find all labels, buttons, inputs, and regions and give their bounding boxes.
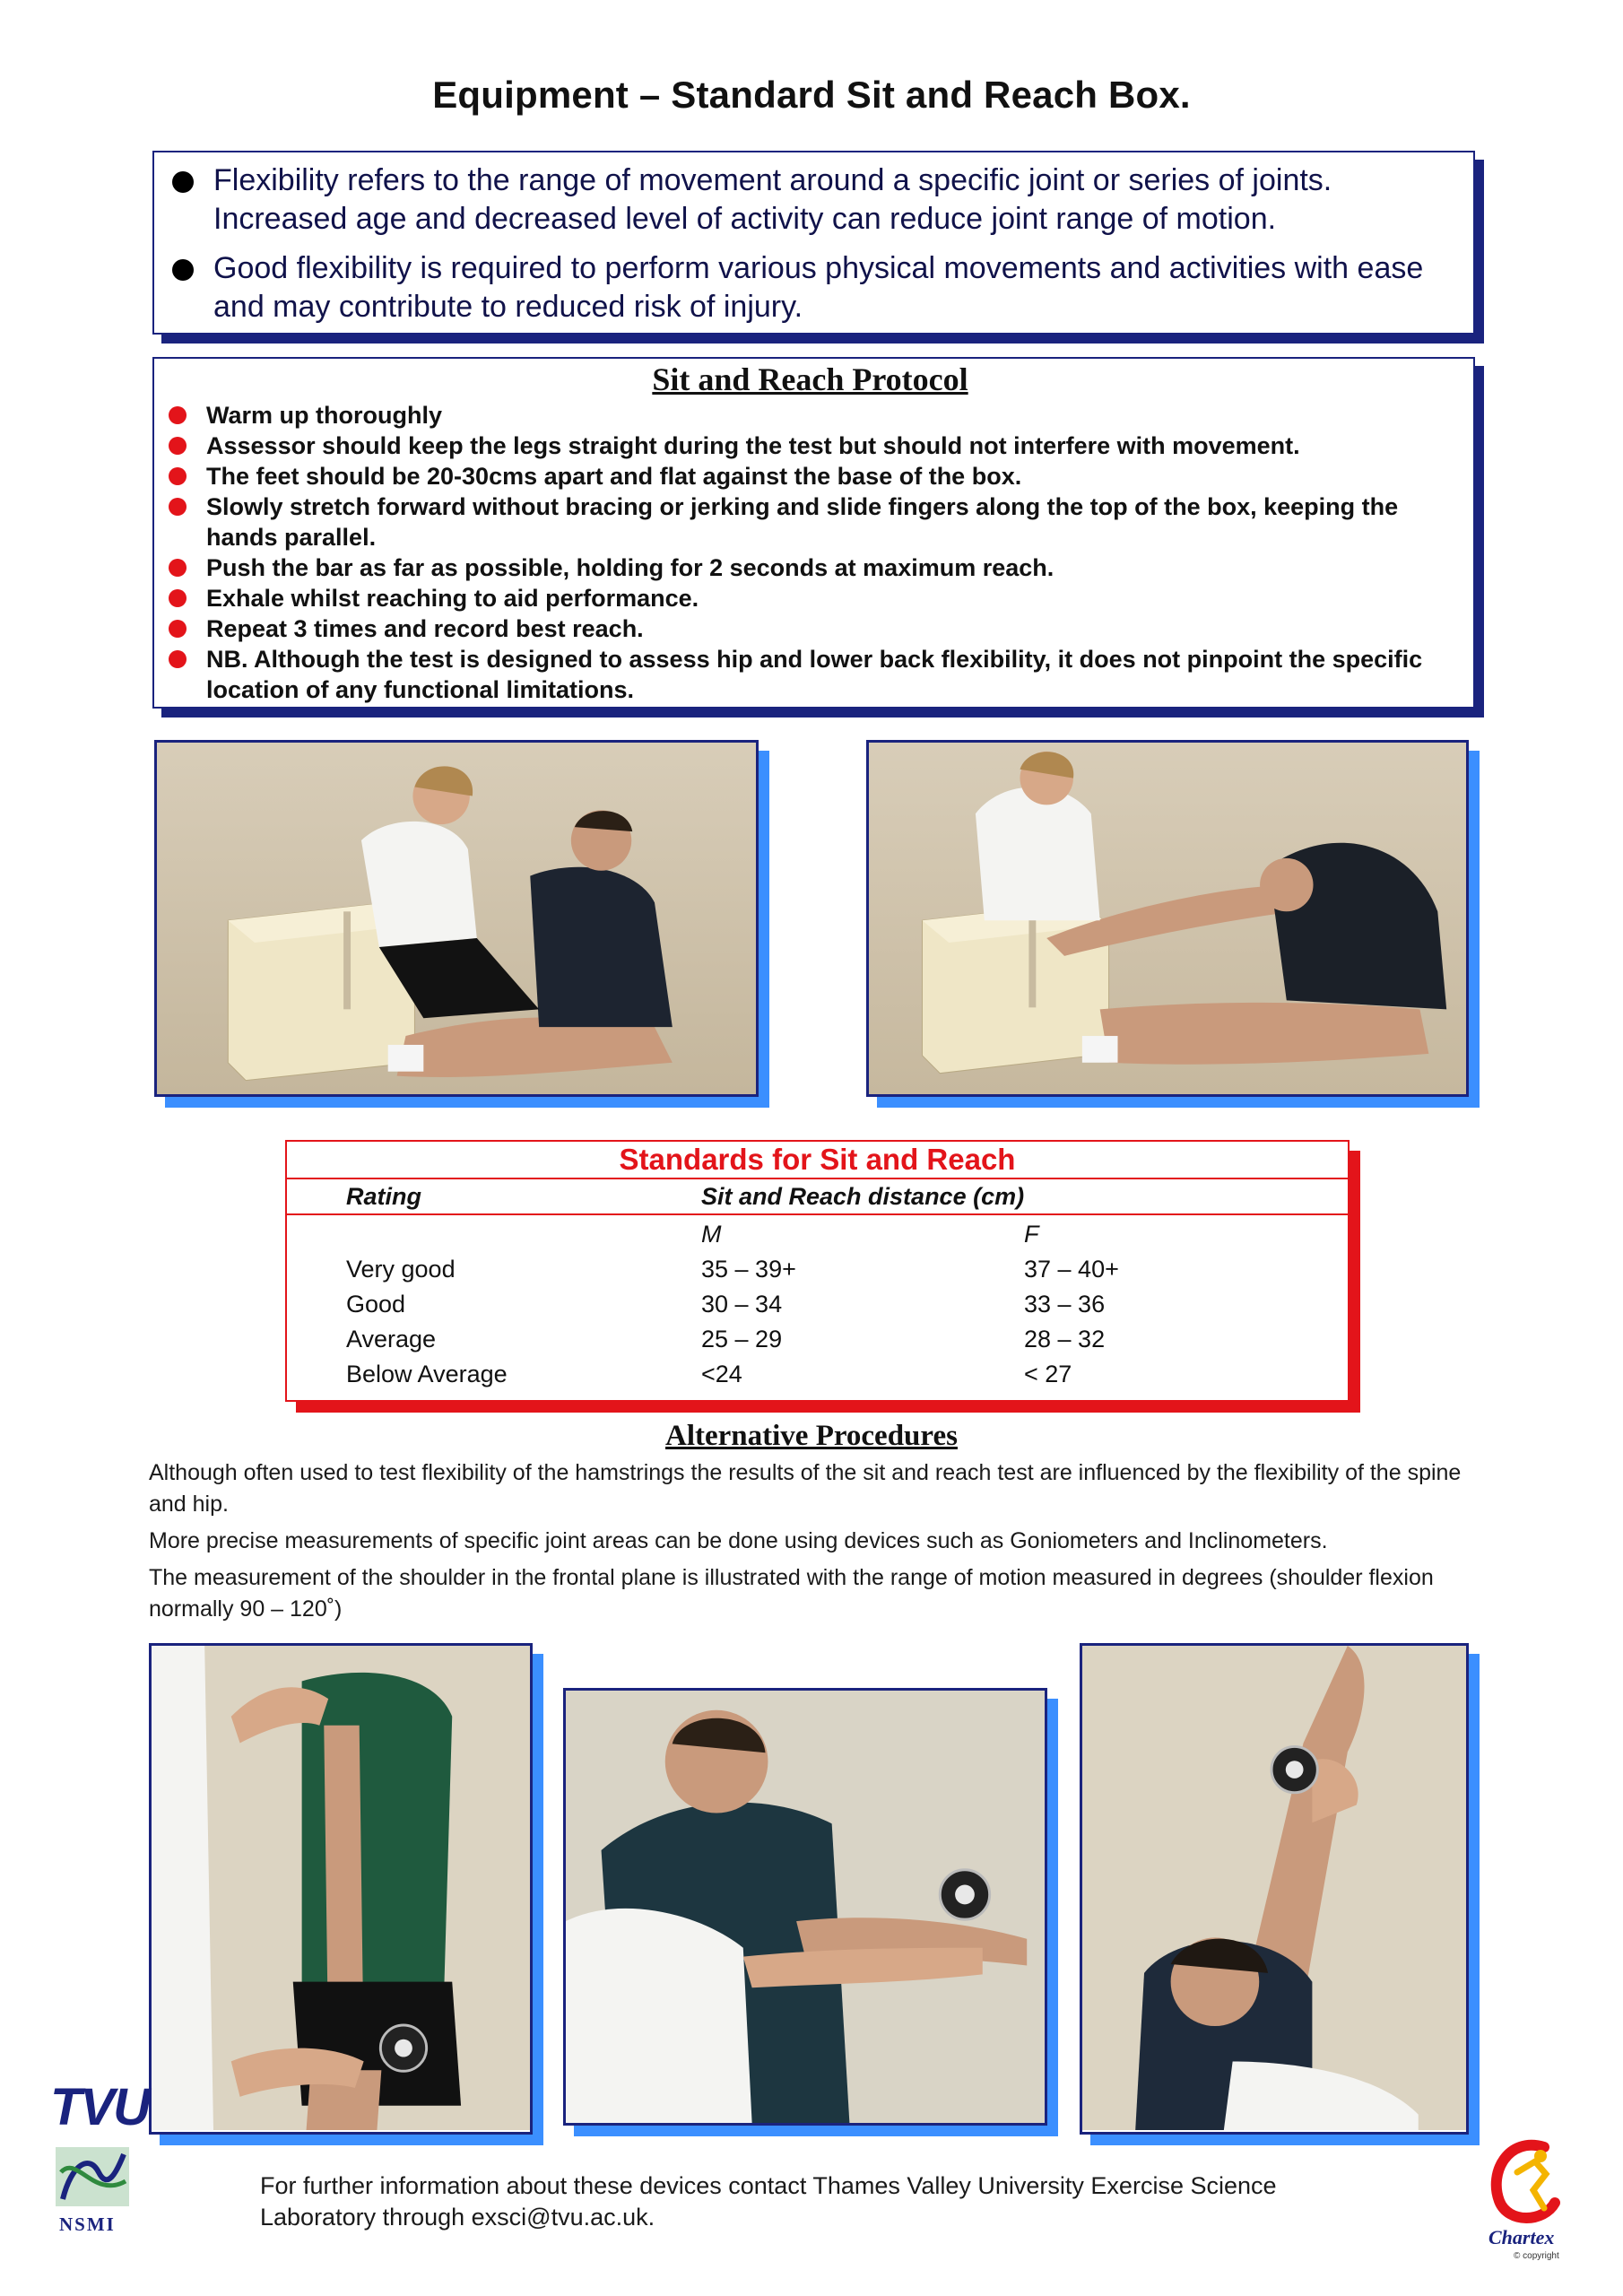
table-row	[287, 1285, 1348, 1320]
photo-scene	[157, 743, 756, 1096]
cell-rating: Average	[346, 1326, 437, 1352]
protocol-item-text: NB. Although the test is designed to assess hip and lower back flexibility, it does not pinpoint the specific location of any functional limitations.	[206, 646, 1423, 703]
photo-scene	[1082, 1646, 1466, 2130]
cell-rating: Very good	[346, 1256, 456, 1283]
header-m: M	[701, 1221, 722, 1248]
nsmi-logo-text: NSMI	[59, 2213, 116, 2235]
cell-f: 28 – 32	[1024, 1326, 1106, 1352]
footer-line: Laboratory through exsci@tvu.ac.uk.	[260, 2204, 655, 2231]
protocol-item-text: Repeat 3 times and record best reach.	[206, 615, 644, 642]
header-f: F	[1024, 1221, 1039, 1248]
red-bullet-icon	[169, 620, 187, 638]
cell-f: < 27	[1024, 1361, 1072, 1387]
red-bullet-icon	[169, 406, 187, 424]
page-title: Equipment – Standard Sit and Reach Box.	[432, 74, 1191, 116]
protocol-item-text: Push the bar as far as possible, holding for 2 seconds at maximum reach.	[206, 554, 1055, 581]
cell-rating: Below Average	[346, 1361, 508, 1387]
protocol-item	[169, 552, 1452, 583]
protocol-item-text: Assessor should keep the legs straight during the test but should not interfere with movement.	[206, 432, 1300, 459]
sit-reach-photo-reach	[866, 740, 1469, 1097]
sit-reach-photo-start	[154, 740, 759, 1097]
photo-scene	[869, 743, 1466, 1096]
cell-m: 30 – 34	[701, 1291, 783, 1318]
red-bullet-icon	[169, 498, 187, 516]
cell-rating: Good	[346, 1291, 406, 1318]
header-distance: Sit and Reach distance (cm)	[701, 1183, 1025, 1210]
red-bullet-icon	[169, 589, 187, 607]
table-row	[287, 1320, 1348, 1355]
protocol-item-text: The feet should be 20-30cms apart and flat against the base of the box.	[206, 463, 1022, 490]
goniometer-photo-hip	[149, 1643, 533, 2135]
cell-f: 33 – 36	[1024, 1291, 1106, 1318]
footer-text	[260, 2170, 1277, 2233]
table-row	[287, 1355, 1348, 1390]
protocol-item	[169, 400, 1452, 430]
red-bullet-icon	[169, 650, 187, 668]
nsmi-logo-icon	[54, 2145, 131, 2208]
intro-text: Good flexibility is required to perform various physical movements and activities with ease and may contribute to reduced risk of injury.	[213, 251, 1424, 324]
intro-box	[152, 151, 1475, 335]
protocol-item	[169, 583, 1452, 613]
chartex-logo-text: Chartex	[1488, 2226, 1555, 2248]
protocol-item	[169, 613, 1452, 644]
header-rating: Rating	[346, 1183, 421, 1210]
photo-scene	[566, 1691, 1045, 2124]
goniometer-photo-shoulder-flexion	[1080, 1643, 1469, 2135]
alternative-paragraph: Although often used to test flexibility of the hamstrings the results of the sit and reach test are influenced by the flexibility of the spine and hip.	[149, 1460, 1462, 1517]
protocol-item-text: Slowly stretch forward without bracing or jerking and slide fingers along the top of the box, keeping the hands parallel.	[206, 493, 1399, 551]
footer-line: For further information about these devices contact Thames Valley University Exercise Science	[260, 2172, 1277, 2199]
red-bullet-icon	[169, 437, 187, 455]
standards-title: Standards for Sit and Reach	[287, 1142, 1348, 1179]
chartex-copyright: © copyright	[1514, 2251, 1559, 2261]
protocol-item-text: Exhale whilst reaching to aid performance.	[206, 585, 699, 612]
red-bullet-icon	[169, 467, 187, 485]
alternative-title: Alternative Procedures	[665, 1420, 958, 1452]
standards-header	[287, 1179, 1348, 1215]
cell-m: <24	[701, 1361, 742, 1387]
protocol-item	[169, 461, 1452, 491]
intro-text: Flexibility refers to the range of movement around a specific joint or series of joints. Increased age and decreased level of activity can reduce joint range of motion.	[213, 163, 1332, 236]
cell-m: 25 – 29	[701, 1326, 783, 1352]
tvu-logo: TVU	[50, 2078, 149, 2136]
protocol-item-text: Warm up thoroughly	[206, 402, 442, 429]
photo-scene	[152, 1646, 530, 2130]
protocol-box	[152, 357, 1475, 709]
bullet-icon	[172, 171, 194, 193]
protocol-list	[169, 400, 1452, 705]
alternative-paragraph: The measurement of the shoulder in the frontal plane is illustrated with the range of motion measured in degrees (shoulder flexion normally 90 – 120˚)	[149, 1565, 1434, 1622]
subheader-row	[287, 1215, 1348, 1250]
intro-bullet	[172, 249, 1455, 326]
intro-bullet	[172, 161, 1455, 239]
bullet-icon	[172, 259, 194, 281]
protocol-item	[169, 491, 1452, 552]
red-bullet-icon	[169, 559, 187, 577]
goniometer-photo-shoulder-front	[563, 1688, 1047, 2126]
alternative-paragraph: More precise measurements of specific joint areas can be done using devices such as Goniometers and Inclinometers.	[149, 1528, 1328, 1553]
standards-table	[285, 1140, 1350, 1402]
table-row	[287, 1250, 1348, 1285]
protocol-item	[169, 644, 1452, 705]
protocol-title: Sit and Reach Protocol	[652, 361, 968, 397]
cell-m: 35 – 39+	[701, 1256, 796, 1283]
alternative-text	[149, 1457, 1485, 1631]
cell-f: 37 – 40+	[1024, 1256, 1119, 1283]
protocol-item	[169, 430, 1452, 461]
